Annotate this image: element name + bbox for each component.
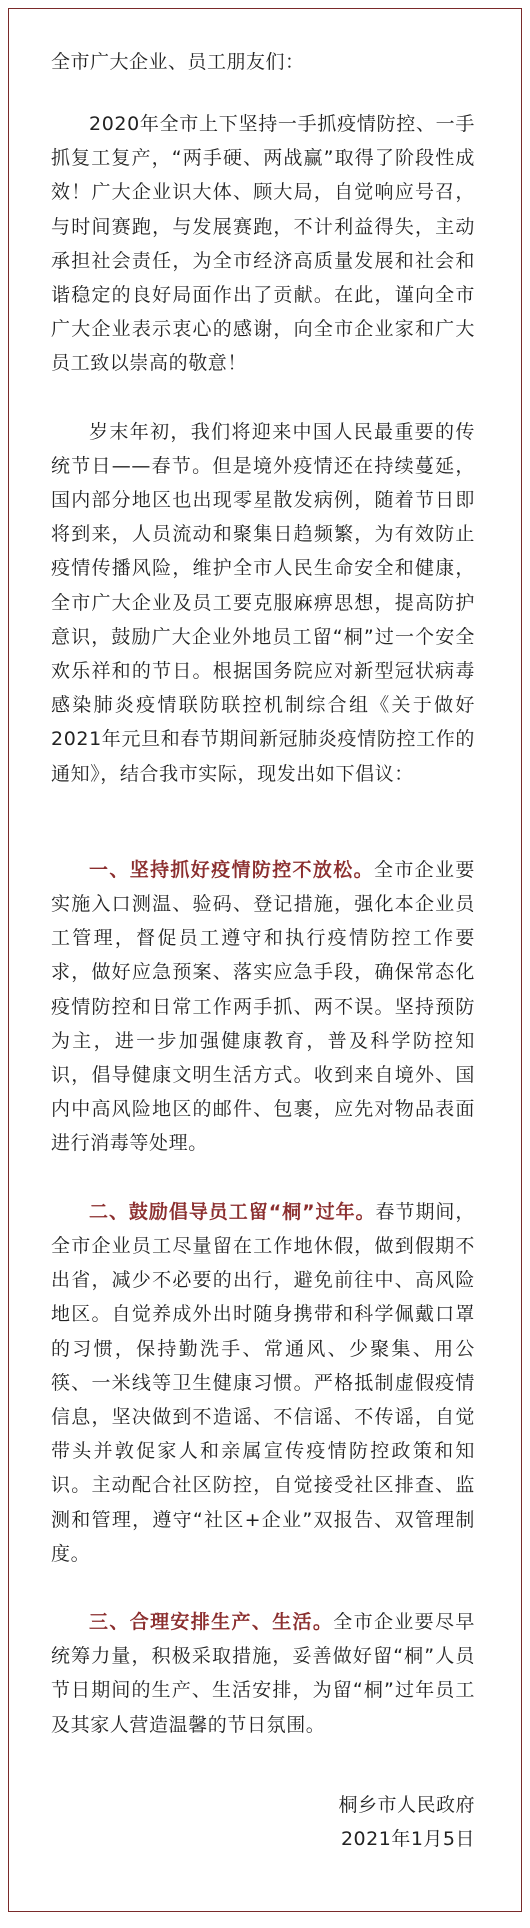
proposal-item-2-heading: 二、鼓励倡导员工留“桐”过年。 (89, 1200, 376, 1223)
salutation: 全市广大企业、员工朋友们： (51, 51, 305, 73)
proposal-item-2 (51, 1195, 475, 1571)
proposal-item-3 (51, 1605, 475, 1742)
proposal-item-3-heading: 三、合理安排生产、生活。 (89, 1610, 334, 1633)
proposal-item-1 (51, 853, 475, 1161)
letter-page (8, 8, 522, 1912)
signature-block (51, 1788, 475, 1856)
paragraph-intro: 2020年全市上下坚持一手抓疫情防控、一手抓复工复产，“两手硬、两战赢”取得了阶段性成效！广大企业识大体、顾大局，自觉响应号召，与时间赛跑，与发展赛跑，不计利益得失，主动承担社会责任，为全市经济高质量发展和社会和谐稳定的良好局面作出了贡献。在此，谨向全市广大企业表示衷心的感谢，向全市企业家和广大员工致以崇高的敬意！ (51, 113, 475, 375)
proposal-item-2-body: 春节期间，全市企业员工尽量留在工作地休假，做到假期不出省，减少不必要的出行，避免前往中、高风险地区。自觉养成外出时随身携带和科学佩戴口罩的习惯，保持勤洗手、常通风、少聚集、用公筷、一米线等卫生健康习惯。严格抵制虚假疫情信息，坚决做到不造谣、不信谣、不传谣，自觉带头并敦促家人和亲属宣传疫情防控政策和知识。主动配合社区防控，自觉接受社区排查、监测和管理，遵守“社区+企业”双报告、双管理制度。 (51, 1200, 475, 1565)
signature-date: 2021年1月5日 (340, 1827, 475, 1850)
proposal-item-1-body: 全市企业要实施入口测温、验码、登记措施，强化本企业员工管理，督促员工遵守和执行疫情防控工作要求，做好应急预案、落实应急手段，确保常态化疫情防控和日常工作两手抓、两不误。坚持预防为主，进一步加强健康教育，普及科学防控知识，倡导健康文明生活方式。收到来自境外、国内中高风险地区的邮件、包裹，应先对物品表面进行消毒等处理。 (51, 858, 475, 1155)
paragraph-context: 岁末年初，我们将迎来中国人民最重要的传统节日——春节。但是境外疫情还在持续蔓延，国内部分地区也出现零星散发病例，随着节日即将到来，人员流动和聚集日趋频繁，为有效防止疫情传播风险，维护全市人民生命安全和健康，全市广大企业及员工要克服麻痹思想，提高防护意识，鼓励广大企业外地员工留“桐”过一个安全欢乐祥和的节日。根据国务院应对新型冠状病毒感染肺炎疫情联防联控机制综合组《关于做好2021年元旦和春节期间新冠肺炎疫情防控工作的通知》，结合我市实际，现发出如下倡议： (51, 420, 475, 785)
proposal-item-1-heading: 一、坚持抓好疫情防控不放松。 (89, 858, 374, 881)
signature-issuer: 桐乡市人民政府 (338, 1793, 475, 1816)
proposal-item-3-body: 全市企业要尽早统筹力量，积极采取措施，妥善做好留“桐”人员节日期间的生产、生活安排，为留“桐”过年员工及其家人营造温馨的节日氛围。 (51, 1610, 475, 1736)
